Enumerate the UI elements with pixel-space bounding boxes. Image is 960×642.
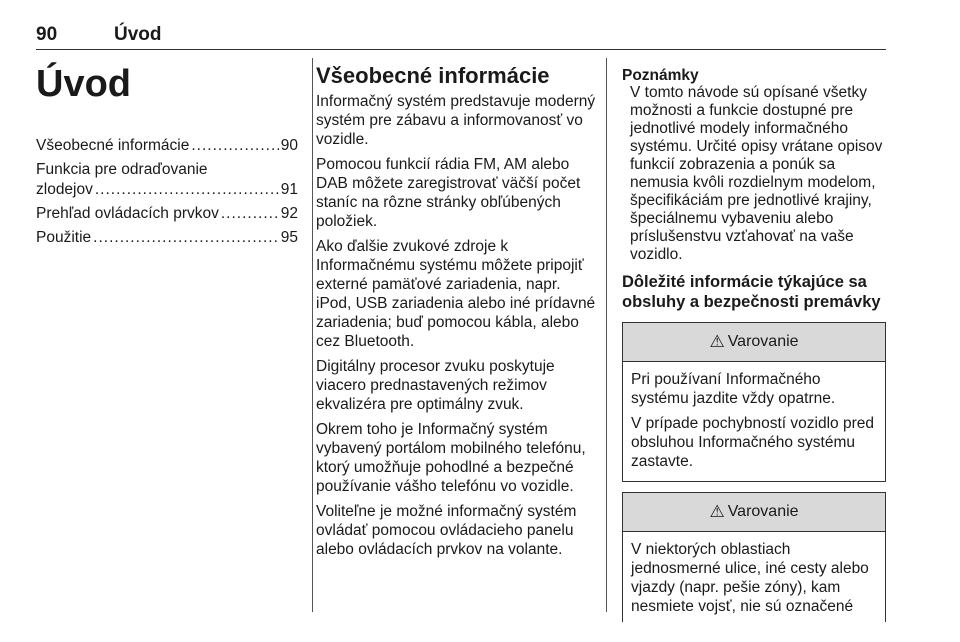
warning-text: V prípade pochybností vozidlo pred obsluhou Informačného systému zastavte. [631,415,874,470]
toc-entry[interactable] [36,136,298,156]
toc-label: zlodejov [36,181,93,198]
warning-box [622,322,886,482]
toc-leader [93,228,279,248]
paragraph: Okrem toho je Informačný systém vybavený portálom mobilného telefónu, ktorý umožňuje pohodlné a bezpečné používanie vášho telefónu vo vozidle. [316,421,586,495]
safety-subheading: Dôležité informácie týkajúce sa obsluhy a bezpečnosti premávky [622,273,881,311]
note-text: V tomto návode sú opísané všetky možnosti a funkcie dostupné pre jednotlivé modely informačného systému. Určité opisy vrátane opisov funkcií zobrazenia a ponúk sa nemusia kvôli rozdielnym modelom, špecifikáciám pre jednotlivé krajiny, špeciálnemu vybaveniu alebo príslušenstvu vzťahovať na vaše vozidlo. [630,84,883,263]
section-title: Všeobecné informácie [316,63,550,88]
header-title: Úvod [114,24,162,45]
paragraph: Informačný systém predstavuje moderný systém pre zábavu a informovanosť vo vozidle. [316,93,596,148]
toc-label: Všeobecné informácie [36,137,190,154]
page-header [36,24,886,50]
toc-entry[interactable] [36,204,298,224]
toc-entry[interactable] [36,160,298,200]
page-number: 90 [36,24,58,45]
column-divider [606,58,607,612]
toc-label: Použitie [36,229,92,246]
warning-header [623,493,885,532]
warning-box [622,492,886,622]
toc-label: Funkcia pre odraďovanie [36,161,208,178]
warning-title: Varovanie [727,333,799,350]
warning-body [623,362,885,481]
toc-label: Prehľad ovládacích prvkov [36,205,219,222]
toc-page: 91 [280,181,298,198]
paragraph: Ako ďalšie zvukové zdroje k Informačnému systému môžete pripojiť externé pamäťové zariadenia, napr. iPod, USB zariadenia alebo iné prídavné zariadenia; buď pomocou kábla, alebo cez Bluetooth. [316,238,596,350]
toc-page: 92 [280,205,298,222]
notes-column [622,58,886,632]
warning-icon: ⚠ [709,502,725,521]
column-divider [312,58,313,612]
toc-leader [95,180,279,200]
warning-text: V niektorých oblastiach jednosmerné ulice, iné cesty alebo vjazdy (napr. pešie zóny), kam nesmiete vojsť, nie sú označené [631,541,869,615]
warning-body [623,532,885,622]
paragraph: Digitálny procesor zvuku poskytuje viacero prednastavených režimov ekvalizéra pre optimálny zvuk. [316,358,555,413]
toc-entry[interactable] [36,228,298,248]
toc-page: 90 [280,137,298,154]
warning-icon: ⚠ [709,332,725,351]
warning-header [623,323,885,362]
paragraph: Voliteľne je možné informačný systém ovládať pomocou ovládacieho panelu alebo ovládacích prvkov na volante. [316,503,577,558]
toc-leader [221,204,279,224]
warning-text: Pri používaní Informačného systému jazdite vždy opatrne. [631,371,836,407]
header-rule [36,49,886,50]
toc-leader [191,136,278,156]
paragraph: Pomocou funkcií rádia FM, AM alebo DAB môžete zaregistrovať väčší počet staníc na rôzne stránky obľúbených položiek. [316,156,581,230]
toc-entry-line [36,180,298,200]
toc-page: 95 [280,229,298,246]
note-title: Poznámky [622,67,699,84]
general-info-column [316,58,596,565]
warning-title: Varovanie [727,503,799,520]
toc-column [36,58,298,252]
chapter-title: Úvod [36,63,131,105]
